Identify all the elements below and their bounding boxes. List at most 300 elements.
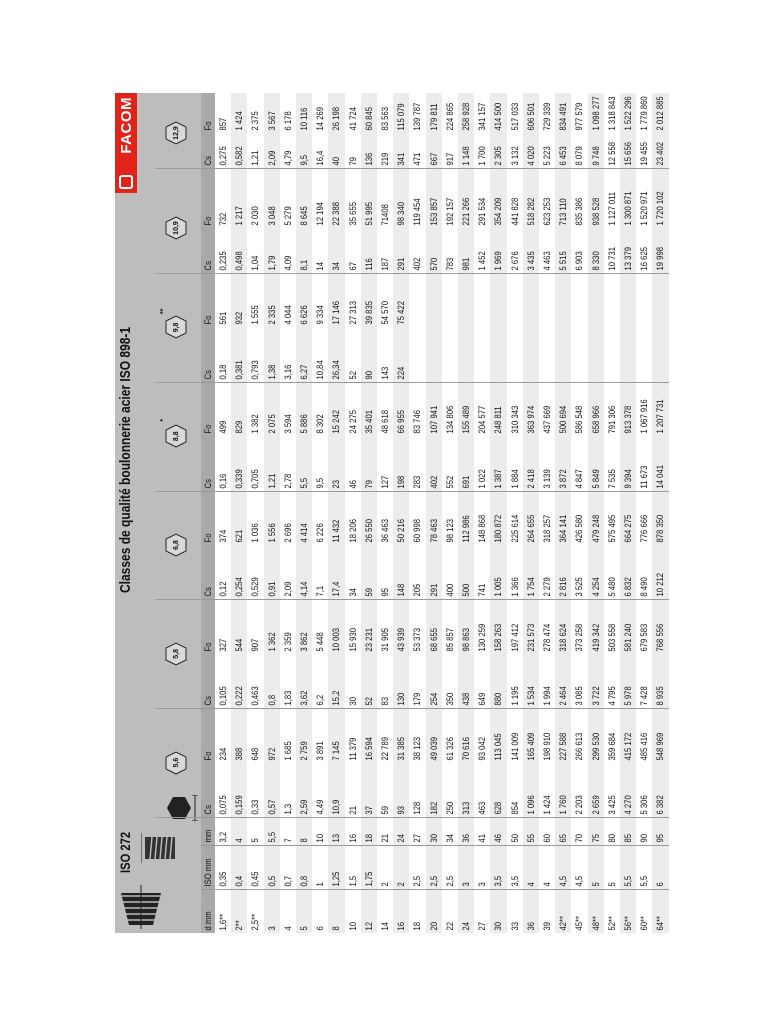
table-row: [604, 93, 620, 933]
table-cell: 19 998: [655, 247, 666, 271]
table-cell: 1 387: [493, 468, 504, 489]
table-cell: 729 339: [542, 102, 552, 131]
table-cell: 913 378: [623, 405, 633, 434]
table-cell: 1: [315, 882, 326, 887]
table-cell: 26 198: [331, 107, 342, 131]
table-cell: 621: [234, 529, 245, 543]
table-cell: 1 700: [477, 146, 488, 166]
table-cell: 15 656: [623, 142, 633, 166]
table-cell: 426 580: [574, 514, 585, 543]
table-cell: 2,78: [282, 473, 293, 489]
table-row: [247, 93, 263, 933]
table-row: [588, 93, 604, 933]
table-cell: 0,18: [218, 364, 228, 380]
table-cell: 5: [606, 882, 617, 887]
table-cell: 1 005: [493, 577, 504, 597]
table-cell: 46: [347, 479, 358, 489]
table-cell: 1 760: [558, 795, 569, 815]
table-cell: 359 684: [606, 732, 617, 761]
table-cell: 34: [444, 833, 455, 843]
table-cell: 1 685: [282, 740, 293, 761]
table-cell: 0,339: [234, 468, 245, 489]
table-cell: 70 616: [461, 736, 471, 761]
table-cell: 561: [218, 312, 228, 325]
column-header: Cs: [203, 805, 213, 815]
table-cell: 266 613: [574, 732, 585, 761]
table-cell: 15 242: [331, 410, 342, 434]
table-cell: 24 275: [347, 410, 358, 434]
main-title: Classes de qualité boulonnerie acier ISO 898-1: [117, 326, 134, 593]
table-cell: 1 382: [250, 414, 261, 434]
table-cell: 1 036: [250, 523, 261, 543]
table-cell: 318 624: [558, 623, 569, 652]
table-row: [523, 93, 539, 933]
table-cell: 46: [493, 833, 504, 843]
class-label: 5,6: [172, 757, 180, 768]
table-cell: 16 625: [639, 247, 650, 271]
table-cell: 1,3: [282, 803, 293, 815]
table-cell: 9 748: [590, 146, 601, 166]
table-cell: 6 903: [574, 251, 585, 271]
table-cell: 4 254: [590, 577, 601, 597]
table-cell: 2 335: [266, 305, 277, 325]
table-cell: 9,5: [315, 477, 326, 489]
table-cell: 5,5: [266, 831, 277, 843]
table-cell: 4,5: [558, 875, 569, 887]
table-cell: 17 146: [331, 301, 342, 325]
table-cell: 4,09: [282, 255, 293, 271]
column-header: d mm: [203, 911, 213, 931]
table-cell: 0,5: [266, 875, 277, 887]
table-cell: 0,159: [234, 795, 245, 815]
table-row: [296, 93, 312, 933]
table-cell: 36 463: [380, 519, 390, 543]
table-cell: 18: [363, 833, 374, 843]
column-header: Fo: [203, 533, 213, 543]
table-cell: 0,57: [266, 799, 277, 815]
table-cell: 2: [380, 882, 390, 887]
table-cell: 9 334: [315, 305, 326, 325]
table-cell: 1 148: [461, 146, 471, 166]
thread-pitch-icon: [141, 833, 179, 863]
table-cell: 79: [347, 156, 358, 166]
table-cell: 441 828: [509, 197, 520, 226]
table-cell: 5 886: [299, 414, 309, 434]
table-cell: 1 022: [477, 468, 488, 489]
column-divider: [155, 708, 669, 709]
table-cell: 5 515: [558, 251, 569, 271]
table-cell: 35 655: [347, 202, 358, 226]
table-cell: 291: [396, 257, 407, 271]
table-cell: 50 216: [396, 519, 407, 543]
table-cell: 437 669: [542, 405, 552, 434]
table-row: [458, 93, 474, 933]
column-header-row: [201, 93, 215, 933]
table-cell: 130: [396, 692, 407, 706]
table-cell: 3,16: [282, 364, 293, 380]
table-cell: 1 534: [525, 686, 536, 706]
table-cell: 34: [347, 588, 358, 597]
facom-mark-icon: [119, 175, 133, 189]
table-cell: 16 594: [363, 736, 374, 761]
column-divider: [155, 273, 669, 274]
table-cell: 4,79: [282, 150, 293, 166]
table-cell: [442, 325, 458, 328]
table-cell: 2 203: [574, 795, 585, 815]
table-row: [231, 93, 247, 933]
table-cell: 2**: [234, 920, 245, 931]
table-cell: 6 626: [299, 305, 309, 325]
table-cell: [620, 325, 636, 328]
table-cell: 1,79: [266, 255, 277, 271]
table-cell: [652, 325, 668, 328]
class-star: *: [159, 418, 167, 422]
table-cell: 14 269: [315, 107, 326, 131]
table-row: [393, 93, 409, 933]
table-cell: 1 318 843: [606, 96, 617, 131]
table-cell: 8: [331, 926, 342, 931]
table-cell: 18: [412, 921, 423, 931]
table-cell: 318 257: [542, 514, 552, 543]
table-cell: 575 495: [606, 514, 617, 543]
table-cell: 310 343: [509, 405, 520, 434]
table-row: [539, 93, 555, 933]
column-header: Cs: [203, 156, 213, 166]
table-cell: 0,463: [250, 686, 261, 706]
table-cell: 6,2: [315, 695, 326, 706]
table-cell: 1 424: [234, 111, 245, 131]
table-cell: 2 279: [542, 577, 552, 597]
table-cell: 2 816: [558, 577, 569, 597]
table-cell: 364 141: [558, 514, 569, 543]
table-cell: 13 379: [623, 247, 633, 271]
table-cell: 1,04: [250, 255, 261, 271]
table-cell: 2 418: [525, 468, 536, 489]
table-cell: 485 416: [639, 732, 650, 761]
table-cell: 42**: [558, 915, 569, 931]
table-cell: 15 930: [347, 627, 358, 652]
table-cell: 0,705: [250, 468, 261, 489]
class-label: 12,9: [172, 126, 180, 140]
table-cell: 24: [461, 921, 471, 931]
table-cell: 854: [509, 801, 520, 815]
table-cell: 43 939: [396, 627, 407, 652]
table-cell: 61 326: [444, 736, 455, 761]
table-cell: 977 579: [574, 102, 585, 131]
table-cell: 1,21: [266, 473, 277, 489]
table-cell: 5 306: [639, 795, 650, 815]
class-badge: [159, 418, 187, 448]
table-cell: 374: [218, 529, 228, 543]
table-cell: 0,8: [299, 875, 309, 887]
table-cell: 350: [444, 692, 455, 706]
column-header: Cs: [203, 587, 213, 597]
table-cell: 2,5**: [250, 913, 261, 931]
table-cell: 1,6**: [218, 913, 228, 931]
table-cell: 127: [380, 475, 390, 489]
table-cell: 27: [412, 833, 423, 843]
table-cell: 5 279: [282, 206, 293, 226]
table-cell: 93: [396, 805, 407, 815]
table-cell: 6: [655, 882, 666, 887]
table-cell: 98 340: [396, 202, 407, 226]
document-page: [115, 93, 675, 933]
table-cell: 23 231: [363, 627, 374, 652]
table-cell: 5,5: [623, 875, 633, 887]
table-cell: 10 003: [331, 627, 342, 652]
class-badge: [165, 642, 187, 666]
table-cell: 471: [412, 152, 423, 166]
table-cell: 21: [380, 833, 390, 843]
table-cell: 0,235: [218, 251, 228, 271]
table-cell: 4 270: [623, 795, 633, 815]
facom-logo-text: FACOM: [117, 97, 135, 154]
table-cell: 327: [218, 638, 228, 652]
table-row: [264, 93, 280, 933]
table-cell: 4,14: [299, 581, 309, 597]
class-label: 10,9: [172, 221, 180, 235]
table-cell: 3: [477, 882, 488, 887]
table-cell: 3 425: [606, 795, 617, 815]
table-cell: 107 941: [428, 405, 439, 434]
table-cell: 49 039: [428, 736, 439, 761]
table-cell: 1 754: [525, 577, 536, 597]
table-cell: 0,105: [218, 686, 228, 706]
table-cell: 2 012 885: [655, 96, 666, 131]
class-label: 6,8: [172, 540, 180, 550]
table-cell: 26 550: [363, 519, 374, 543]
table-cell: 71408: [380, 204, 390, 226]
table-cell: 231 573: [525, 623, 536, 652]
table-cell: 3 567: [266, 111, 277, 131]
table-cell: 1,75: [363, 871, 374, 887]
table-cell: 180 872: [493, 514, 504, 543]
table-cell: 130 259: [477, 623, 488, 652]
table-cell: 7: [282, 838, 293, 843]
table-cell: 52: [363, 697, 374, 706]
table-cell: 15,2: [331, 690, 342, 706]
table-cell: 8,1: [299, 259, 309, 271]
table-cell: [539, 325, 555, 328]
table-cell: 1,38: [266, 364, 277, 380]
table-cell: 4: [525, 882, 536, 887]
table-cell: 415 172: [623, 732, 633, 761]
table-cell: 2,5: [412, 875, 423, 887]
column-header: Cs: [203, 369, 213, 380]
table-cell: 291: [428, 584, 439, 597]
table-cell: [409, 325, 425, 328]
table-cell: 59: [380, 805, 390, 815]
table-cell: 857: [218, 117, 228, 131]
table-cell: 2,09: [266, 150, 277, 166]
table-cell: [507, 325, 523, 328]
table-cell: 93 042: [477, 736, 488, 761]
table-cell: 2 659: [590, 795, 601, 815]
table-row: [361, 93, 377, 933]
table-cell: 1,83: [282, 690, 293, 706]
table-cell: 834 491: [558, 102, 569, 131]
table-cell: 8: [299, 838, 309, 843]
table-cell: 2 759: [299, 740, 309, 761]
table-cell: 68 655: [428, 627, 439, 652]
table-cell: 829: [234, 420, 245, 434]
table-cell: 85: [623, 833, 633, 843]
table-cell: 3 435: [525, 251, 536, 271]
table-cell: 2 676: [509, 251, 520, 271]
table-cell: 59: [363, 588, 374, 597]
column-header: Fo: [203, 216, 213, 226]
table-banner: [115, 93, 201, 933]
table-cell: 8 330: [590, 251, 601, 271]
table-cell: 143: [380, 366, 390, 380]
class-badge: [165, 751, 187, 775]
table-cell: 2,5: [444, 875, 455, 887]
column-header: Cs: [203, 478, 213, 489]
table-cell: 500 694: [558, 405, 569, 434]
table-cell: 2,09: [282, 581, 293, 597]
table-cell: [426, 325, 442, 328]
table-cell: 4 463: [542, 251, 552, 271]
table-cell: 3 891: [315, 740, 326, 761]
table-cell: 791 306: [606, 405, 617, 434]
table-cell: 56**: [623, 915, 633, 931]
table-cell: 2 305: [493, 146, 504, 166]
table-cell: 5: [250, 838, 261, 843]
table-cell: 414 500: [493, 102, 504, 131]
table-cell: 90: [639, 833, 650, 843]
table-cell: 658 966: [590, 405, 601, 434]
table-cell: 570: [428, 257, 439, 271]
table-cell: 3 872: [558, 468, 569, 489]
table-cell: 5 849: [590, 468, 601, 489]
column-header: Fo: [203, 751, 213, 761]
table-cell: 10: [347, 921, 358, 931]
table-row: [280, 93, 296, 933]
table-cell: 552: [444, 475, 455, 489]
table-cell: 517 033: [509, 102, 520, 131]
table-cell: 254: [428, 692, 439, 706]
table-cell: 1,25: [331, 871, 342, 887]
table-cell: 3: [461, 882, 471, 887]
table-cell: 6: [315, 926, 326, 931]
table-cell: 1 720 102: [655, 191, 666, 226]
table-row: [636, 93, 652, 933]
table-cell: 16: [396, 921, 407, 931]
column-header: Cs: [203, 261, 213, 271]
table-cell: 981: [461, 257, 471, 271]
table-cell: 11 432: [331, 519, 342, 543]
table-cell: 548 969: [655, 732, 666, 761]
table-cell: 1 452: [477, 251, 488, 271]
table-cell: 39: [542, 921, 552, 931]
iso-272-title: ISO 272: [117, 831, 133, 873]
bolt-thread-icon: [121, 885, 161, 929]
table-cell: 341 157: [477, 102, 488, 131]
table-cell: 75 422: [396, 301, 407, 325]
table-cell: 70: [574, 833, 585, 843]
table-cell: 5 448: [315, 632, 326, 652]
table-cell: 2 375: [250, 111, 261, 131]
table-cell: 221 266: [461, 197, 471, 226]
table-cell: 691: [461, 475, 471, 489]
table-cell: 17,4: [331, 581, 342, 597]
table-cell: 48**: [590, 915, 601, 931]
table-cell: 544: [234, 638, 245, 652]
table-cell: 741: [477, 584, 488, 597]
table-cell: 649: [477, 692, 488, 706]
table-cell: [523, 325, 539, 328]
table-cell: 10 212: [655, 573, 666, 597]
table-cell: 0,12: [218, 581, 228, 597]
table-cell: 18 206: [347, 519, 358, 543]
table-cell: 878 350: [655, 514, 666, 543]
table-cell: 224 865: [444, 102, 455, 131]
table-cell: 2,5: [428, 875, 439, 887]
table-cell: 3 722: [590, 686, 601, 706]
table-cell: 4 795: [606, 686, 617, 706]
table-cell: 128: [412, 801, 423, 815]
table-row: [490, 93, 506, 933]
table-row: [377, 93, 393, 933]
table-cell: 4: [542, 882, 552, 887]
table-cell: 11 379: [347, 737, 358, 761]
table-cell: 95: [655, 833, 666, 843]
table-cell: 38 123: [412, 736, 423, 761]
class-star: **: [159, 308, 167, 315]
table-cell: 10 116: [299, 107, 309, 131]
column-header: mm: [203, 829, 213, 843]
table-cell: 9 394: [623, 468, 633, 489]
table-cell: [458, 325, 474, 328]
table-cell: 250: [444, 801, 455, 815]
table-cell: 39 835: [363, 301, 374, 325]
table-cell: 53 373: [412, 627, 423, 652]
table-cell: 500: [461, 584, 471, 597]
column-header: Fo: [203, 642, 213, 652]
table-cell: 0,16: [218, 473, 228, 489]
table-cell: 2 030: [250, 206, 261, 226]
table-cell: 37: [363, 805, 374, 815]
table-cell: 7,1: [315, 586, 326, 597]
table-cell: 54 570: [380, 301, 390, 325]
table-row: [474, 93, 490, 933]
table-cell: 1 067 916: [639, 399, 650, 434]
table-cell: 119 454: [412, 198, 423, 226]
table-cell: 79: [363, 479, 374, 489]
table-cell: 219: [380, 152, 390, 166]
table-cell: 1 522 296: [623, 96, 633, 131]
table-cell: 0,7: [282, 875, 293, 887]
table-cell: 363 974: [525, 405, 536, 434]
table-cell: 4 847: [574, 468, 585, 489]
table-cell: 4,5: [574, 875, 585, 887]
table-cell: 586 548: [574, 405, 585, 434]
class-badge: [165, 121, 187, 145]
table-cell: 3 139: [542, 468, 552, 489]
table-cell: 3 085: [574, 686, 585, 706]
table-cell: 0,075: [218, 795, 228, 815]
table-cell: 98 123: [444, 519, 455, 543]
table-cell: 1 424: [542, 795, 552, 815]
table-cell: 6 382: [655, 795, 666, 815]
table-cell: 0,8: [266, 695, 277, 706]
table-cell: 12 558: [606, 142, 617, 166]
table-cell: 155 489: [461, 405, 471, 434]
table-cell: 14 041: [655, 464, 666, 489]
table-cell: 1 127 011: [606, 191, 617, 226]
table-cell: 463: [477, 801, 488, 815]
table-cell: 52**: [606, 915, 617, 931]
